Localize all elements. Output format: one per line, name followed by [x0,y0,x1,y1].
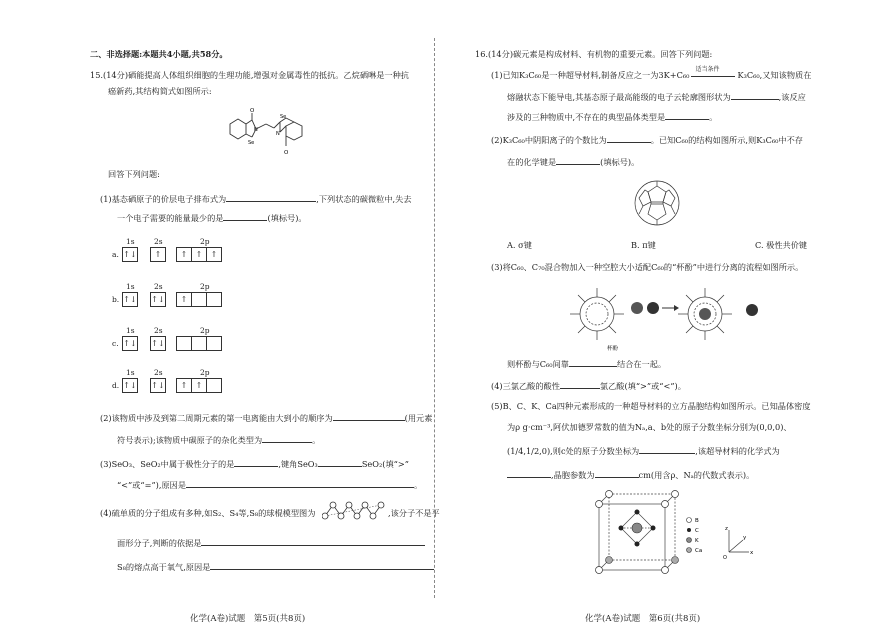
orb-head-2p: 2p [200,326,210,335]
orbital-box [176,336,192,351]
p5-line2: 为ρ g·cm⁻³,阿伏加德罗常数的值为Nₐ,a、b处的原子分数坐标分别为(0,0,0)、 [507,422,792,432]
answer-blank[interactable] [234,458,278,467]
q4-line3 [117,561,434,573]
reaction-arrow [689,66,737,81]
option-a[interactable]: A. σ键 [507,240,532,250]
page-footer: 化学(A卷)试题 第5页(共8页) [190,614,306,624]
p2-text-b: 。已知C₆₀的结构如图所示,则K₃C₆₀中不存 [650,135,803,145]
orb-head-1s: 1s [126,368,135,377]
p4-line [491,380,686,392]
calix-label: 杯酚 [607,346,619,352]
orbital-box: ↑↓ [150,292,166,307]
calixarene-separation-diagram [567,280,767,352]
p5-text-d: ,该超导材料的化学式为 [695,446,780,456]
q2-text-c: 符号表示);该物质中碳原子的杂化类型为 [117,435,263,445]
orbital-box [191,292,207,307]
p5-text-e: ,晶胞参数为 [551,470,595,480]
option-label: a. [112,250,119,259]
c60-structure [631,178,683,228]
p1-line2 [507,91,806,103]
orb-head-2p: 2p [200,368,210,377]
legend-b: B [695,518,699,524]
q4-text-b: ,该分子不是平 [388,508,440,518]
orbital-box [206,292,222,307]
q3-text-c: SeO₂(填“>” [361,459,409,469]
orbital-box [191,336,207,351]
answer-blank[interactable] [607,134,651,143]
q2-text-d: 。 [312,435,321,445]
answer-blank[interactable] [639,445,695,454]
q1-text-a: (1)基态硒原子的价层电子排布式为 [100,194,227,204]
q16-line1: 16.(14分)碳元素是构成材料、有机物的重要元素。回答下列问题: [475,49,713,59]
orb-head-2p: 2p [200,282,210,291]
q2-text-a: (2)该物质中涉及到第二周期元素的第一电离能由大到小的顺序为 [100,413,333,423]
answer-blank[interactable] [226,193,316,202]
s8-model-icon [322,500,388,522]
answer-blank[interactable] [333,412,405,421]
mol-se1: Se [248,140,255,146]
orbital-box: ↑ [191,378,207,393]
orbital-box: ↑↓ [150,378,166,393]
mol-n1: N [254,127,258,133]
legend-ca: Ca [695,548,703,554]
answer-blank[interactable] [665,111,709,120]
p2-text-c: 在的化学键是 [507,157,557,167]
p1-text-d: ,该反应 [778,92,806,102]
q4-text-c: 面形分子,判断的依据是 [117,538,202,548]
answer-blank[interactable] [201,537,425,546]
orbital-box: ↑ [150,247,166,262]
q3-line2 [117,479,422,491]
q4-line1 [100,508,315,519]
p2-line2 [507,156,639,168]
answer-blank[interactable] [560,380,600,389]
q15-line1: 15.(14分)硒能提高人体组织细胞的生理功能,增强对金属毒性的抵抗。乙烷硒啉是一种抗 [90,70,409,80]
p1-text-e: 涉及的三种物质中,不存在的典型晶体类型是 [507,112,666,122]
orbital-box [206,336,222,351]
q3-line1 [100,458,409,470]
mol-n2: N [276,131,280,137]
option-label: b. [112,295,120,304]
p2-text-d: (填标号)。 [600,157,640,167]
answer-blank[interactable] [731,91,779,100]
answer-blank[interactable] [507,469,551,478]
orb-head-2p: 2p [200,237,210,246]
q2-line1 [100,412,432,424]
orbital-box: ↑↓ [150,336,166,351]
p5-text-c: (1/4,1/2,0),则c处的原子分数坐标为 [507,446,640,456]
answer-blank[interactable] [318,458,362,467]
p1-line3 [507,111,717,123]
p5-text-f: cm(用含ρ、Nₐ的代数式表示)。 [638,470,755,480]
p4-text-a: (4)三氯乙酸的酸性 [491,381,560,391]
orb-head-2s: 2s [154,237,163,246]
answer-blank[interactable] [186,479,414,488]
p5-line3 [507,445,780,457]
answer-prompt: 回答下列问题: [108,169,160,179]
orbital-box [206,378,222,393]
orbital-box: ↑↓ [122,247,138,262]
legend-c: C [695,528,699,534]
axis-z: z [725,526,728,532]
orbital-box: ↑ [191,247,207,262]
answer-blank[interactable] [556,156,600,165]
orbital-box: ↑↓ [122,292,138,307]
axis-y: y [743,535,747,541]
orbital-box: ↑ [176,247,192,262]
option-c[interactable]: C. 极性共价键 [755,240,808,250]
p1-text-b: K₃C₆₀,又知该物质在 [737,70,812,80]
orbital-box: ↑ [176,378,192,393]
mol-o-top: O [250,108,255,114]
q4-text-a: (4)硫单质的分子组成有多种,如S₂、S₄等,S₈的球棍模型图为 [100,508,316,518]
p1-text-f: 。 [709,112,718,122]
orb-head-1s: 1s [126,237,135,246]
q3-text-e: 。 [414,480,423,490]
q1-text-d: (填标号)。 [267,213,307,223]
orbital-box: ↑↓ [122,378,138,393]
q4-text-d: S₈的熔点高于氧气,原因是 [117,562,211,572]
q1-text-c: 一个电子需要的能量最少的是 [117,213,224,223]
mol-se2: Se [280,114,287,120]
q1-line2 [117,212,307,224]
orb-head-2s: 2s [154,326,163,335]
option-b[interactable]: B. π键 [631,240,656,250]
q3-text-b: ,键角SeO₃ [278,459,318,469]
q2-text-b: (用元素 [404,413,433,423]
p3-line2 [507,358,666,370]
legend-k: K [695,538,699,544]
orb-head-1s: 1s [126,326,135,335]
answer-blank[interactable] [210,561,434,570]
p3-line1: (3)将C₆₀、C₇₀混合物加入一种空腔大小适配C₆₀的“杯酚”中进行分离的流程如图所示。 [491,262,804,272]
axis-origin: O [723,555,727,561]
p5-line4 [507,469,754,481]
q3-text-a: (3)SeO₃、SeO₂中属于极性分子的是 [100,459,235,469]
q4-line2 [117,537,425,549]
orbital-box: ↑↓ [122,336,138,351]
answer-blank[interactable] [569,358,617,367]
p5-line1: (5)B、C、K、Ca四种元素形成的一种超导材料的立方晶胞结构如图所示。已知晶体密度 [491,401,811,411]
molecule-structure [222,104,317,156]
unit-cell-diagram [581,490,757,598]
p3-text-c: 结合在一起。 [616,359,667,369]
orb-head-2s: 2s [154,282,163,291]
option-label: d. [112,381,120,390]
p3-text-b: 则杯酚与C₆₀间靠 [507,359,569,369]
page-footer: 化学(A卷)试题 第6页(共8页) [585,614,701,624]
p1-text-c: 熔融状态下能导电,其基态原子最高能级的电子云轮廓图形状为 [507,92,731,102]
p1-line1 [491,66,812,81]
p2-line1 [491,134,803,146]
orbital-box: ↑ [176,292,192,307]
section-heading: 二、非选择题:本题共4小题,共58分。 [90,49,228,59]
answer-blank[interactable] [223,212,267,221]
q2-line2 [117,434,320,446]
axis-x: x [750,550,754,556]
orb-head-1s: 1s [126,282,135,291]
reaction-condition: 适当条件 [695,66,720,73]
orbital-box: ↑ [206,247,222,262]
option-label: c. [112,339,119,348]
q1-line1 [100,193,412,205]
mol-o-bottom: O [284,150,289,156]
q3-text-d: “<”或“=”),原因是 [117,480,187,490]
p2-text-a: (2)K₃C₆₀中阴阳离子的个数比为 [491,135,607,145]
q1-text-b: ,下列状态的碳微粒中,失去 [316,194,412,204]
orb-head-2s: 2s [154,368,163,377]
q15-line2: 癌新药,其结构简式如图所示: [108,86,212,96]
answer-blank[interactable] [595,469,639,478]
p4-text-b: 氯乙酸(填“>”或“<”)。 [599,381,686,391]
answer-blank[interactable] [262,434,312,443]
p1-text-a: (1)已知K₃C₆₀是一种超导材料,制备反应之一为3K+C₆₀ [491,70,690,80]
right-page [435,0,870,630]
